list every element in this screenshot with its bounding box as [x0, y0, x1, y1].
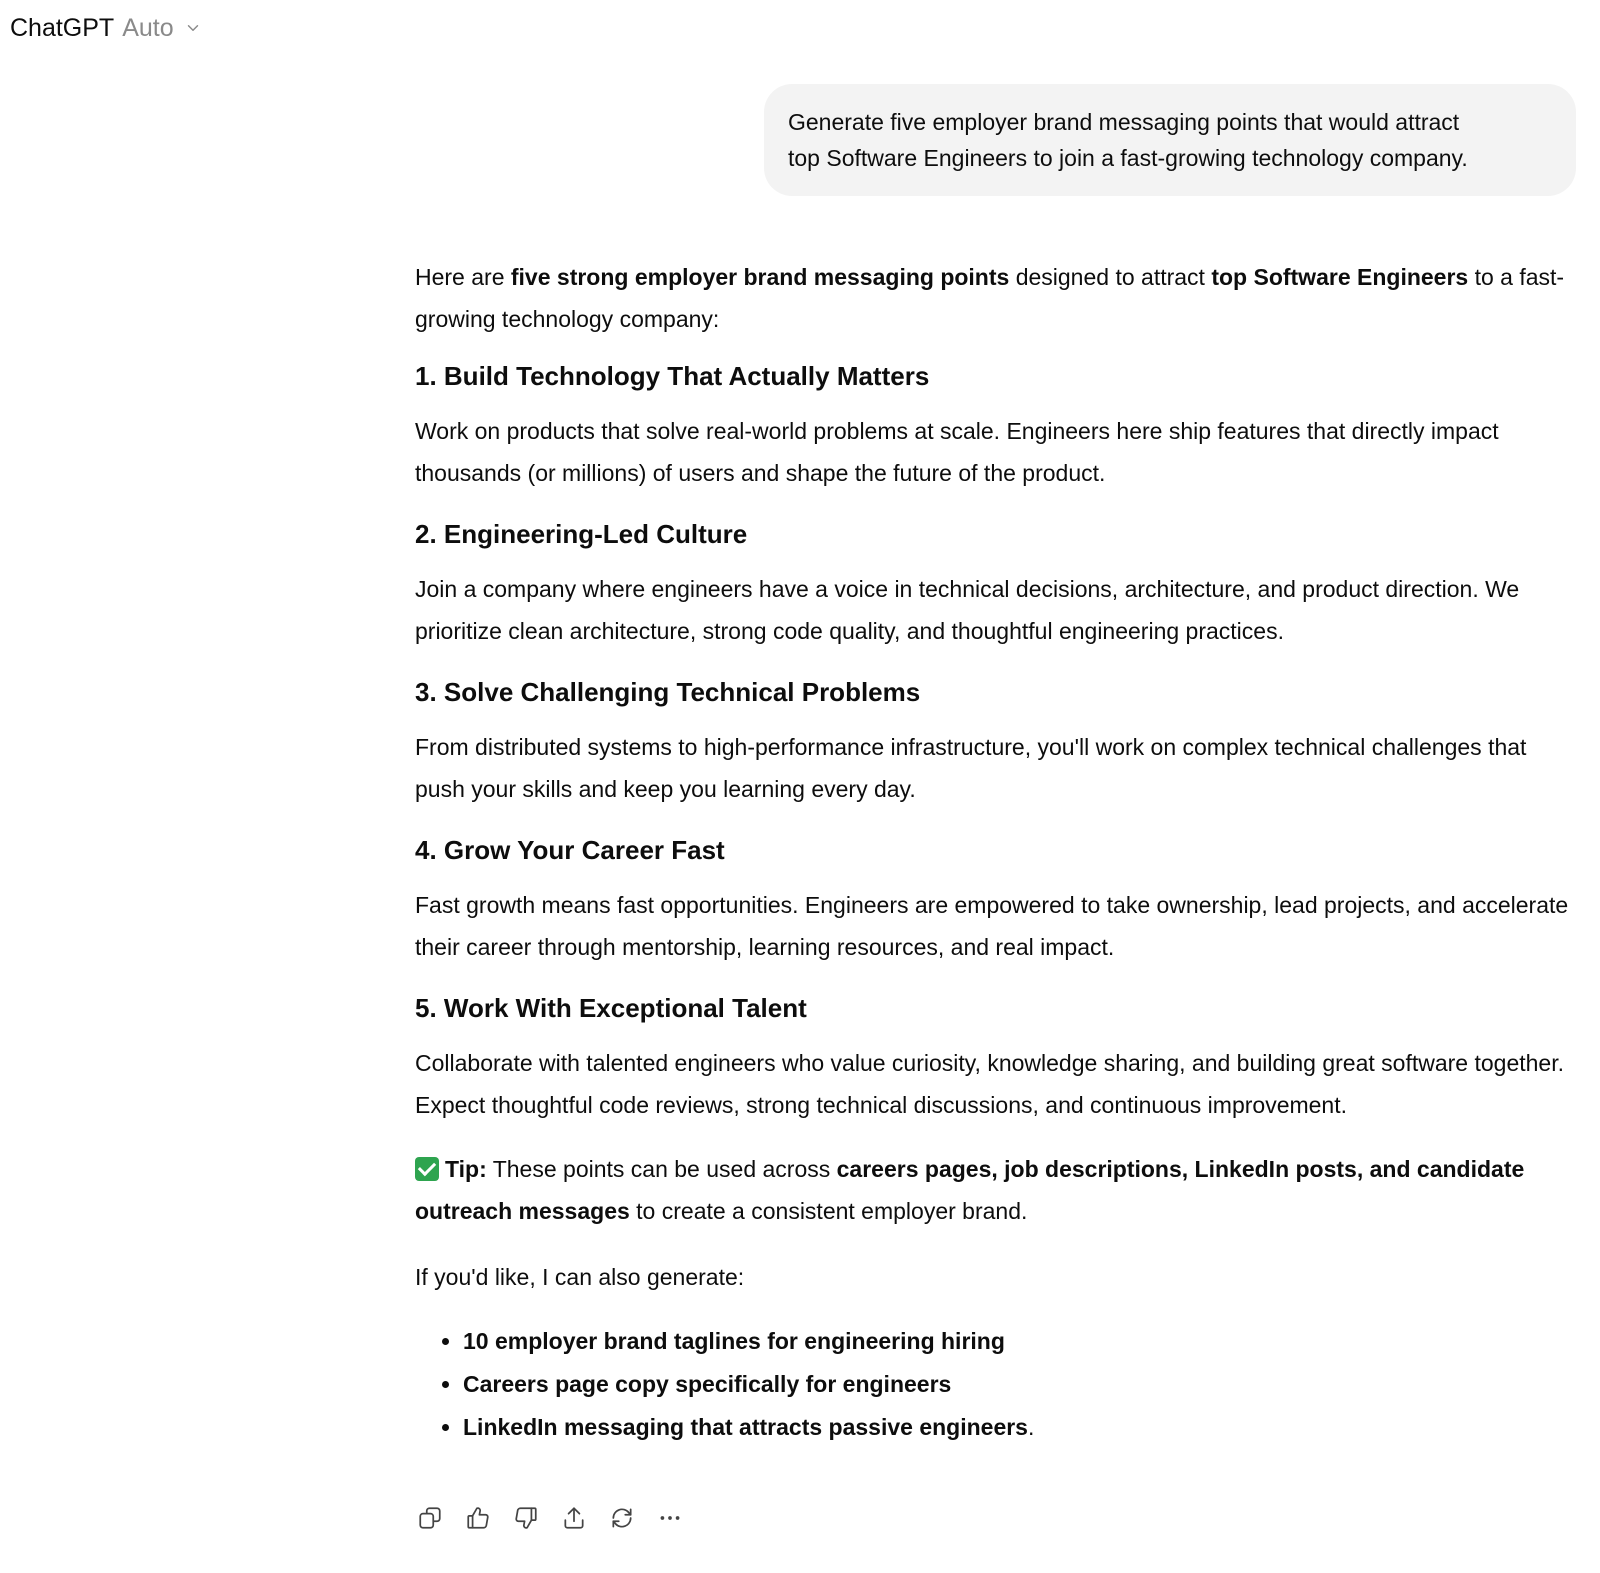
- list-item: [463, 1363, 1580, 1406]
- more-button[interactable]: [654, 1502, 686, 1534]
- intro-bold: five strong employer brand messaging points: [510, 264, 1010, 290]
- list-item-text: Careers page copy specifically for engineers: [463, 1371, 952, 1397]
- model-name: Auto: [122, 13, 174, 42]
- regenerate-icon: [609, 1505, 635, 1531]
- list-item-text: LinkedIn messaging that attracts passive engineers: [463, 1414, 1028, 1440]
- user-message-line: top Software Engineers to join a fast-growing technology company.: [788, 145, 1468, 171]
- section-title: 4. Grow Your Career Fast: [415, 835, 725, 865]
- section-body: From distributed systems to high-performance infrastructure, you'll work on complex technical challenges that push your skills and keep you learning every day.: [415, 734, 1527, 802]
- section-title: 2. Engineering-Led Culture: [415, 519, 748, 549]
- share-button[interactable]: [558, 1502, 590, 1534]
- offer-text: If you'd like, I can also generate:: [415, 1264, 745, 1290]
- model-selector[interactable]: [10, 8, 202, 48]
- section-body: Fast growth means fast opportunities. Engineers are empowered to take ownership, lead projects, and accelerate their career through mentorship, learning resources, and real impact.: [415, 892, 1569, 960]
- copy-icon: [417, 1505, 443, 1531]
- regenerate-button[interactable]: [606, 1502, 638, 1534]
- list-item: [463, 1320, 1580, 1363]
- brand-title: ChatGPT: [10, 13, 115, 42]
- section-title: 3. Solve Challenging Technical Problems: [415, 677, 921, 707]
- copy-button[interactable]: [414, 1502, 446, 1534]
- tip-label: Tip:: [445, 1156, 487, 1182]
- thumbs-up-icon: [465, 1505, 491, 1531]
- thumbs-down-button[interactable]: [510, 1502, 542, 1534]
- share-icon: [561, 1505, 587, 1531]
- tip-text: to create a consistent employer brand.: [629, 1198, 1028, 1224]
- section-body: Collaborate with talented engineers who value curiosity, knowledge sharing, and building great software together. Expect thoughtful code reviews, strong technical discussions, and continuous improvement.: [415, 1050, 1565, 1118]
- section-body: Work on products that solve real-world problems at scale. Engineers here ship features that directly impact thousands (or millions) of users and shape the future of the product.: [415, 418, 1499, 486]
- tip-bold: careers pages, job descriptions, LinkedIn posts, and candidate outreach messages: [415, 1156, 1525, 1224]
- section-title: 1. Build Technology That Actually Matters: [415, 361, 930, 391]
- intro-bold: top Software Engineers: [1211, 264, 1469, 290]
- tip-text: These points can be used across: [486, 1156, 837, 1182]
- message-actions: [414, 1502, 686, 1534]
- intro-paragraph: [415, 256, 1580, 340]
- section-title: 5. Work With Exceptional Talent: [415, 993, 807, 1023]
- more-icon: [657, 1505, 683, 1531]
- assistant-response: [415, 256, 1580, 1449]
- tip-paragraph: [415, 1148, 1580, 1232]
- user-message: [764, 84, 1576, 196]
- list-item-suffix: .: [1027, 1414, 1035, 1440]
- check-mark-icon: [415, 1157, 439, 1181]
- options-list: [415, 1320, 1580, 1449]
- intro-text: to a fast-growing technology company:: [415, 264, 1565, 332]
- section-body: Join a company where engineers have a voice in technical decisions, architecture, and product direction. We prioritize clean architecture, strong code quality, and thoughtful engineering practices.: [415, 576, 1520, 644]
- thumbs-up-button[interactable]: [462, 1502, 494, 1534]
- chevron-down-icon: [184, 19, 202, 37]
- list-item: [463, 1406, 1580, 1449]
- intro-text: designed to attract: [1009, 264, 1212, 290]
- list-item-text: 10 employer brand taglines for engineering hiring: [463, 1328, 1005, 1354]
- thumbs-down-icon: [513, 1505, 539, 1531]
- intro-text: Here are: [415, 264, 511, 290]
- user-message-line: Generate five employer brand messaging points that would attract: [788, 109, 1460, 135]
